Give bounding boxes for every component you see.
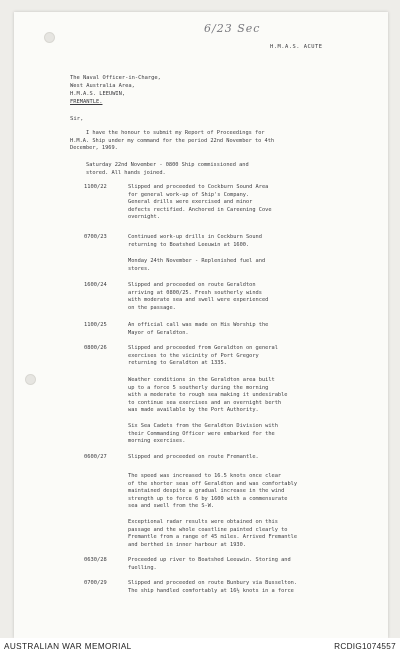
entry-line: passage and the whole coastline painted clearly to	[128, 526, 288, 533]
saturday-line: stored. All hands joined.	[86, 169, 166, 176]
intro-paragraph	[70, 130, 274, 153]
entry-line: returning to Boatshed Leeuwin at 1600.	[128, 241, 250, 248]
entry-line: An official call was made on His Worship the	[128, 322, 269, 328]
entry-line: Proceeded up river to Boatshed Leeuwin. Storing and	[128, 557, 291, 563]
entry-line: of the shorter seas off Geraldton and was comfortably	[128, 480, 298, 487]
entry-time: 1100/25	[84, 322, 107, 328]
entry-line: on the passage.	[128, 304, 176, 311]
entry-text	[128, 258, 265, 273]
entry-text	[128, 234, 262, 249]
entry-line: Slipped and proceeded on route Bunbury via Busselton.	[128, 580, 298, 586]
intro-line: I have the honour to submit my Report of Proceedings for	[86, 130, 265, 136]
entry-line: Weather conditions in the Geraldton area built	[128, 377, 275, 383]
address-line: FREMANTLE.	[70, 99, 103, 105]
entry-line: maintained despite a gradual increase in the wind	[128, 488, 285, 495]
entry-line: fuelling.	[128, 564, 157, 571]
punch-hole	[44, 32, 55, 43]
address-line: West Australia Area,	[70, 83, 135, 89]
entry-line: exercises to the vicinity of Port Gregory	[128, 352, 259, 359]
entry-line: Mayor of Geraldton.	[128, 329, 189, 336]
entry-line: up to a force 5 southerly during the morning	[128, 384, 269, 391]
address-line: H.M.A.S. LEEUWIN,	[70, 91, 126, 97]
entry-text	[128, 184, 272, 222]
entry-line: returning to Geraldton at 1335.	[128, 360, 227, 367]
entry-line: Fremantle from a range of 45 miles. Arrived Fremantle	[128, 534, 298, 541]
archive-name: AUSTRALIAN WAR MEMORIAL	[4, 642, 132, 651]
document-page	[14, 12, 388, 638]
entry-line: for general work-up of Ship's Company.	[128, 191, 250, 198]
entry-line: was made available by the Port Authority.	[128, 407, 259, 414]
entry-line: Six Sea Cadets from the Geraldton Division with	[128, 423, 278, 429]
entry-line: with moderate sea and swell were experienced	[128, 297, 269, 304]
entry-line: Monday 24th November - Replenished fuel and	[128, 258, 266, 264]
intro-line: December, 1969.	[70, 145, 118, 152]
entry-text	[128, 345, 278, 368]
entry-line: sea and swell from the S-W.	[128, 503, 215, 510]
entry-line: General drills were exercised and minor	[128, 199, 253, 206]
entry-time: 0700/23	[84, 234, 107, 240]
entry-line: Continued work-up drills in Cockburn Sound	[128, 234, 262, 240]
entry-text	[128, 322, 268, 337]
salutation: Sir,	[70, 116, 84, 122]
entry-text	[128, 377, 287, 415]
punch-hole	[25, 374, 36, 385]
ship-reference: H.M.A.S. ACUTE	[270, 44, 323, 50]
saturday-line: Saturday 22nd November - 0800 Ship commissioned and	[86, 162, 249, 168]
archive-id: RCDIG1074557	[334, 642, 396, 651]
entry-text	[128, 519, 297, 549]
entry-line: with a moderate to rough sea making it undesirable	[128, 392, 288, 399]
entry-line: Slipped and proceeded from Geraldton on general	[128, 345, 278, 351]
entry-text	[128, 282, 268, 312]
entry-line: their Commanding Officer were embarked for the	[128, 430, 275, 437]
archive-footer	[0, 638, 400, 654]
entry-line: Slipped and proceeded on route Geraldton	[128, 282, 256, 288]
entry-line: defects rectified. Anchored in Careening Cove	[128, 206, 272, 213]
entry-text	[128, 557, 291, 572]
entry-line: to continue sea exercises and an overnight berth	[128, 399, 282, 406]
entry-time: 1100/22	[84, 184, 107, 190]
entry-line: morning exercises.	[128, 438, 186, 445]
entry-line: Slipped and proceeded to Cockburn Sound Area	[128, 184, 269, 190]
handwritten-reference: 6/23 Sec	[204, 22, 261, 35]
entry-line: Slipped and proceeded on route Fremantle.	[128, 454, 259, 460]
entry-text	[128, 580, 297, 595]
entry-time: 0800/26	[84, 345, 107, 351]
entry-text	[128, 423, 278, 446]
entry-text	[128, 454, 259, 462]
entry-line: The ship handled comfortably at 16½ knots in a force	[128, 587, 294, 594]
entry-line: stores.	[128, 265, 151, 272]
entry-text	[128, 473, 297, 511]
entry-line: The speed was increased to 16.5 knots once clear	[128, 473, 282, 479]
entry-line: and berthed in inner harbour at 1930.	[128, 541, 246, 548]
entry-line: strength up to force 6 by 1600 with a commensurate	[128, 495, 288, 502]
entry-line: arriving at 0800/25. Fresh southerly winds	[128, 289, 262, 296]
entry-time: 0700/29	[84, 580, 107, 586]
entry-time: 0630/28	[84, 557, 107, 563]
intro-line: H.M.A. Ship under my command for the period 22nd November to 4th	[70, 137, 275, 144]
address-line: The Naval Officer-in-Charge,	[70, 75, 161, 81]
entry-line: overnight.	[128, 214, 160, 221]
entry-line: Exceptional radar results were obtained on this	[128, 519, 278, 525]
saturday-paragraph	[86, 162, 249, 177]
recipient-address	[70, 74, 161, 106]
entry-time: 0600/27	[84, 454, 107, 460]
entry-time: 1600/24	[84, 282, 107, 288]
